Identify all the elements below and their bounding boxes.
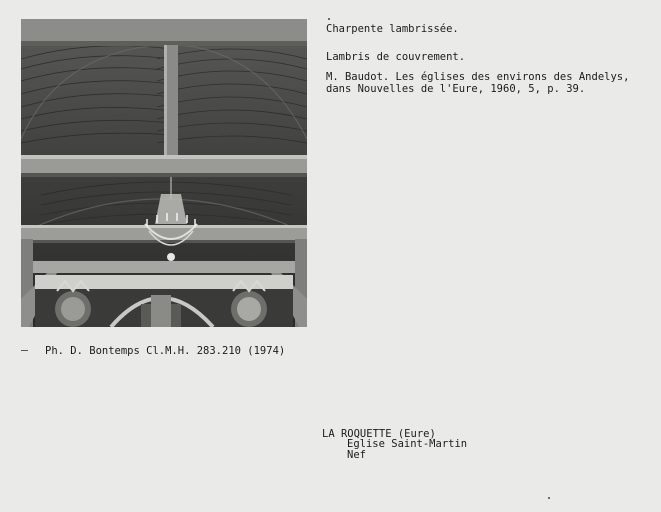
note-reference-line2: dans Nouvelles de l'Eure, 1960, 5, p. 39. [326, 83, 586, 95]
location-part: Nef [347, 449, 366, 461]
note-covering: Lambris de couvrement. [326, 51, 466, 63]
corner-dot [548, 497, 550, 499]
photo-illustration [21, 19, 307, 327]
note-structure: Charpente lambrissée. [326, 23, 459, 35]
caption-dash [21, 350, 28, 351]
note-reference-line1: M. Baudot. Les églises des environs des Andelys, [326, 71, 630, 83]
photo-credit: Ph. D. Bontemps Cl.M.H. 283.210 (1974) [45, 345, 286, 357]
location-commune: LA ROQUETTE (Eure) [322, 428, 436, 440]
church-nave-photograph [21, 19, 307, 327]
location-building: Eglise Saint-Martin [347, 438, 468, 450]
bullet-dot [328, 18, 330, 20]
